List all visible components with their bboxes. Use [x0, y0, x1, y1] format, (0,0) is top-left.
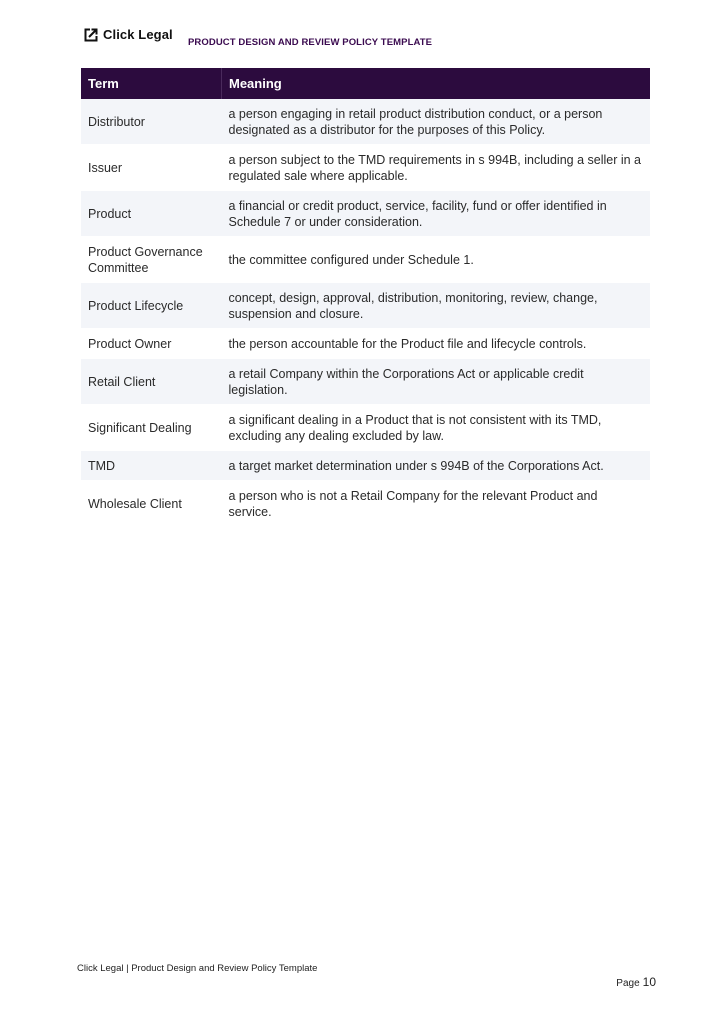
logo-text: Click Legal [103, 27, 173, 42]
term-cell: Retail Client [81, 359, 222, 405]
table-row [81, 145, 650, 191]
meaning-cell: a retail Company within the Corporations Act or applicable credit legislation. [222, 359, 651, 405]
term-cell: Distributor [81, 99, 222, 145]
term-cell: Significant Dealing [81, 405, 222, 451]
column-header-meaning: Meaning [222, 68, 651, 99]
table-row [81, 237, 650, 283]
table-row [81, 283, 650, 329]
column-header-term: Term [81, 68, 222, 99]
document-title: PRODUCT DESIGN AND REVIEW POLICY TEMPLATE [188, 37, 433, 48]
logo [84, 27, 173, 42]
page-number [616, 975, 656, 989]
table-row [81, 481, 650, 527]
meaning-cell: a person who is not a Retail Company for the relevant Product and service. [222, 481, 651, 527]
term-cell: Wholesale Client [81, 481, 222, 527]
term-cell: Product [81, 191, 222, 237]
term-cell: Issuer [81, 145, 222, 191]
meaning-cell: the person accountable for the Product file and lifecycle controls. [222, 329, 651, 359]
term-cell: Product Owner [81, 329, 222, 359]
table-row [81, 99, 650, 145]
table-header-row [81, 68, 650, 99]
table-row [81, 451, 650, 481]
term-cell: Product Governance Committee [81, 237, 222, 283]
meaning-cell: a significant dealing in a Product that is not consistent with its TMD, excluding any dealing excluded by law. [222, 405, 651, 451]
term-cell: TMD [81, 451, 222, 481]
meaning-cell: a person engaging in retail product distribution conduct, or a person designated as a distributor for the purposes of this Policy. [222, 99, 651, 145]
page-number-value: 10 [642, 975, 656, 989]
meaning-cell: a target market determination under s 994B of the Corporations Act. [222, 451, 651, 481]
table-row [81, 191, 650, 237]
footer-document-name: Click Legal | Product Design and Review Policy Template [77, 963, 318, 974]
meaning-cell: concept, design, approval, distribution, monitoring, review, change, suspension and closure. [222, 283, 651, 329]
table-row [81, 359, 650, 405]
table-row [81, 405, 650, 451]
definitions-table [81, 68, 650, 527]
meaning-cell: a financial or credit product, service, facility, fund or offer identified in Schedule 7 or under consideration. [222, 191, 651, 237]
meaning-cell: the committee configured under Schedule 1. [222, 237, 651, 283]
meaning-cell: a person subject to the TMD requirements in s 994B, including a seller in a regulated sale where applicable. [222, 145, 651, 191]
external-arrow-icon [84, 28, 98, 42]
table-row [81, 329, 650, 359]
term-cell: Product Lifecycle [81, 283, 222, 329]
page-label: Page [616, 978, 640, 989]
